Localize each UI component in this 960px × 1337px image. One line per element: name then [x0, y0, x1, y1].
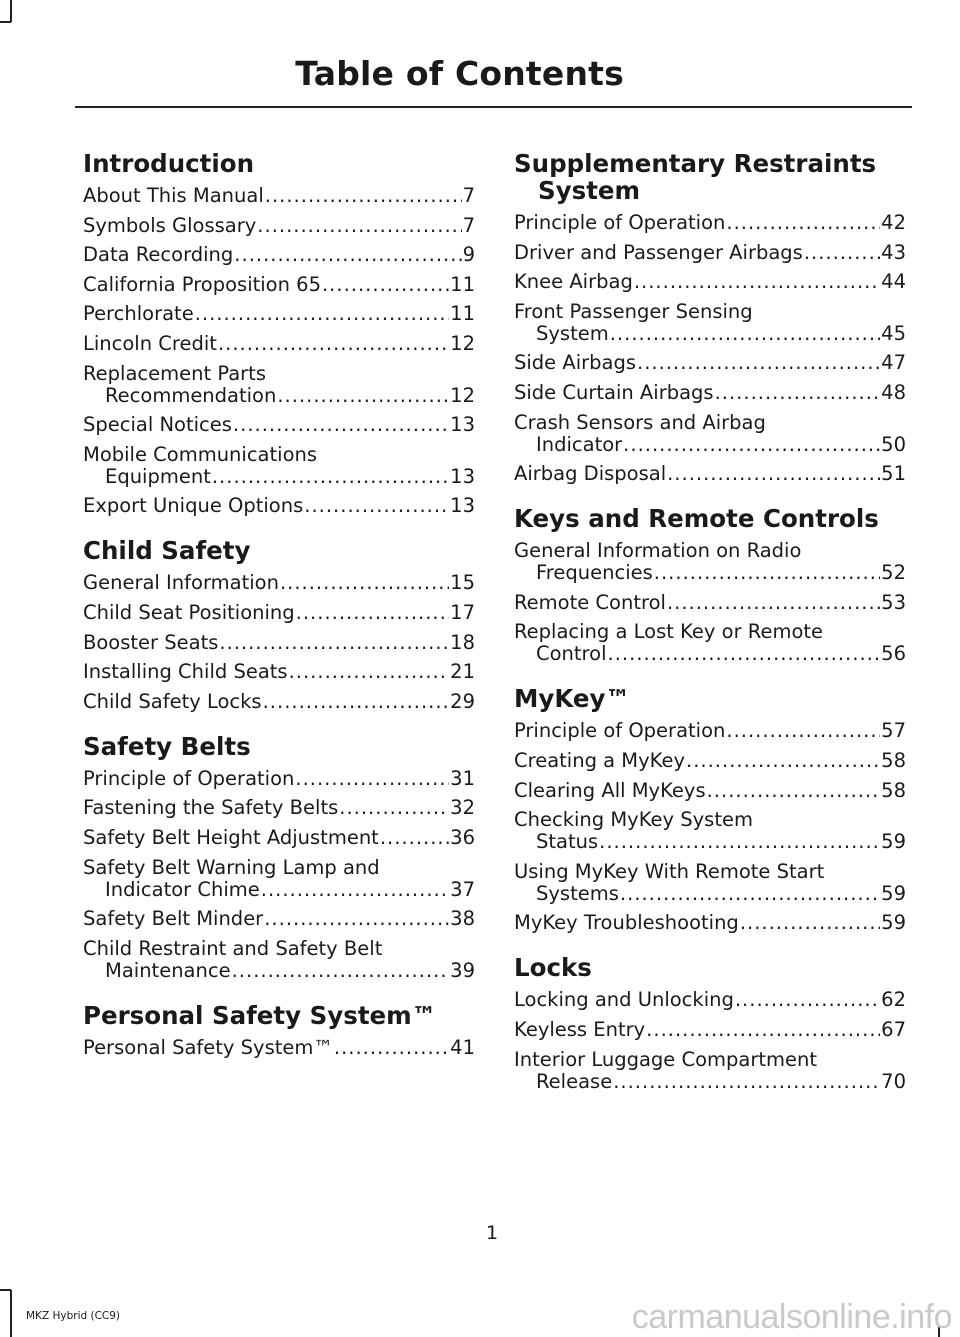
- title-divider: [75, 106, 912, 108]
- entry-page-number: 53: [881, 590, 906, 614]
- entry-label: Child Seat Positioning: [83, 600, 295, 624]
- toc-entry[interactable]: [83, 661, 475, 683]
- crop-mark-top-left-horizontal: [0, 21, 11, 23]
- entry-label-line: Child Restraint and Safety Belt: [83, 936, 383, 960]
- dot-leader: [686, 750, 880, 772]
- toc-entry[interactable]: [514, 1019, 906, 1041]
- entry-label: Indicator: [536, 432, 623, 456]
- toc-entry[interactable]: [83, 333, 475, 355]
- entry-label: Systems: [536, 881, 619, 905]
- dot-leader: [715, 382, 881, 404]
- entry-label: MyKey Troubleshooting: [514, 911, 739, 935]
- toc-section: [514, 505, 906, 665]
- entry-label: Child Safety Locks: [83, 689, 262, 713]
- toc-entry[interactable]: [514, 861, 906, 905]
- toc-entry[interactable]: [83, 602, 475, 624]
- entry-label: Status: [536, 830, 599, 854]
- dot-leader: [289, 661, 450, 683]
- toc-section: [83, 537, 475, 712]
- toc-entry[interactable]: [83, 827, 475, 849]
- dot-leader: [726, 720, 880, 742]
- entry-page-number: 29: [450, 689, 475, 713]
- dot-leader: [304, 495, 449, 517]
- entry-page-number: 58: [881, 778, 906, 802]
- entry-page-number: 12: [450, 383, 475, 407]
- entry-page-number: 38: [450, 907, 475, 931]
- toc-entry[interactable]: [83, 444, 475, 488]
- entry-page-number: 41: [450, 1035, 475, 1059]
- entry-label: Driver and Passenger Airbags: [514, 240, 803, 264]
- toc-left-column: [83, 150, 475, 1079]
- dot-leader: [804, 242, 880, 264]
- section-title: Safety Belts: [83, 731, 251, 761]
- toc-section: [514, 954, 906, 1092]
- footer-model: MKZ Hybrid (CC9): [26, 1310, 121, 1322]
- dot-leader: [599, 831, 880, 853]
- entry-label-line: Replacement Parts: [83, 361, 266, 385]
- entry-label: Keyless Entry: [514, 1017, 646, 1041]
- entry-label-line: Interior Luggage Compartment: [514, 1047, 818, 1071]
- dot-leader: [219, 632, 449, 654]
- toc-entry[interactable]: [83, 363, 475, 407]
- toc-section: [83, 1002, 475, 1059]
- entry-label-line: Using MyKey With Remote Start: [514, 859, 825, 883]
- entry-label: Principle of Operation: [83, 766, 295, 790]
- toc-entry[interactable]: [83, 768, 475, 790]
- dot-leader: [265, 185, 462, 207]
- toc-entry[interactable]: [514, 592, 906, 614]
- dot-leader: [623, 434, 880, 456]
- toc-entry[interactable]: [83, 908, 475, 930]
- page-title: Table of Contents: [295, 54, 624, 93]
- entry-page-number: 52: [881, 561, 906, 585]
- dot-leader: [726, 212, 880, 234]
- entry-label: Export Unique Options: [83, 494, 304, 518]
- entry-label: Frequencies: [536, 561, 653, 585]
- toc-entry[interactable]: [514, 720, 906, 742]
- section-title: Locks: [514, 953, 592, 983]
- entry-label: Symbols Glossary: [83, 213, 257, 237]
- entry-page-number: 37: [450, 877, 475, 901]
- dot-leader: [380, 827, 449, 849]
- dot-leader: [707, 780, 881, 802]
- entry-label: Locking and Unlocking: [514, 988, 734, 1012]
- entry-page-number: 43: [881, 240, 906, 264]
- toc-entry[interactable]: [83, 938, 475, 982]
- page-number: 1: [486, 1222, 499, 1244]
- dot-leader: [261, 879, 449, 901]
- entry-label: Release: [536, 1069, 613, 1093]
- entry-label: Lincoln Credit: [83, 331, 217, 355]
- entry-label-line: Replacing a Lost Key or Remote: [514, 620, 824, 644]
- entry-label: About This Manual: [83, 184, 264, 207]
- dot-leader: [257, 215, 461, 237]
- section-title: MyKey™: [514, 684, 630, 714]
- dot-leader: [613, 1071, 880, 1093]
- dot-leader: [212, 466, 449, 488]
- dot-leader: [334, 1037, 449, 1059]
- dot-leader: [610, 323, 880, 345]
- section-title: Child Safety: [83, 536, 251, 566]
- entry-label: General Information: [83, 571, 279, 595]
- entry-label: Fastening the Safety Belts: [83, 796, 339, 820]
- entry-label-line: Mobile Communications: [83, 442, 318, 466]
- entry-page-number: 57: [881, 719, 906, 743]
- entry-label: Safety Belt Height Adjustment: [83, 825, 379, 849]
- toc-entry[interactable]: [514, 382, 906, 404]
- entry-page-number: 62: [881, 988, 906, 1012]
- entry-label: Creating a MyKey: [514, 748, 686, 772]
- entry-label: Remote Control: [514, 590, 666, 614]
- entry-label: Principle of Operation: [514, 719, 726, 743]
- entry-page-number: 11: [450, 302, 475, 326]
- toc-entry[interactable]: [83, 797, 475, 819]
- toc-entry[interactable]: [83, 414, 475, 436]
- dot-leader: [296, 602, 450, 624]
- entry-label: Booster Seats: [83, 630, 219, 654]
- entry-label: Equipment: [105, 464, 211, 488]
- entry-page-number: 21: [450, 660, 475, 684]
- dot-leader: [608, 643, 881, 665]
- entry-label: Maintenance: [105, 958, 231, 982]
- entry-label: Principle of Operation: [514, 211, 726, 234]
- toc-entry[interactable]: [514, 301, 906, 345]
- dot-leader: [322, 274, 449, 296]
- entry-page-number: 48: [881, 380, 906, 404]
- dot-leader: [667, 592, 880, 614]
- toc-section: [83, 733, 475, 982]
- entry-page-number: 13: [450, 494, 475, 518]
- section-title: Personal Safety System™: [83, 1000, 437, 1030]
- crop-mark-bottom-left-vertical: [10, 1290, 12, 1337]
- toc-right-column: [514, 150, 906, 1113]
- toc-entry[interactable]: [83, 303, 475, 325]
- dot-leader: [195, 303, 449, 325]
- entry-label: Control: [536, 642, 607, 666]
- dot-leader: [280, 572, 449, 594]
- entry-page-number: 7: [462, 213, 475, 237]
- entry-page-number: 45: [881, 321, 906, 345]
- entry-label: Indicator Chime: [105, 877, 260, 901]
- entry-page-number: 9: [462, 243, 475, 267]
- entry-label: Special Notices: [83, 413, 232, 437]
- toc-entry[interactable]: [83, 244, 475, 266]
- entry-page-number: 13: [450, 464, 475, 488]
- crop-mark-top-left-vertical: [10, 0, 12, 22]
- entry-page-number: 15: [450, 571, 475, 595]
- dot-leader: [735, 989, 880, 1011]
- toc-entry[interactable]: [83, 691, 475, 713]
- toc-section: [514, 685, 906, 934]
- entry-page-number: 11: [450, 272, 475, 296]
- dot-leader: [232, 960, 450, 982]
- toc-entry[interactable]: [514, 242, 906, 264]
- entry-page-number: 13: [450, 413, 475, 437]
- dot-leader: [277, 385, 449, 407]
- entry-page-number: 42: [881, 211, 906, 234]
- entry-label: Perchlorate: [83, 302, 194, 326]
- entry-page-number: 51: [881, 462, 906, 486]
- entry-page-number: 58: [881, 748, 906, 772]
- entry-page-number: 39: [450, 958, 475, 982]
- entry-label-line: Safety Belt Warning Lamp and: [83, 855, 380, 879]
- entry-page-number: 7: [462, 184, 475, 207]
- dot-leader: [264, 908, 449, 930]
- entry-label: Safety Belt Minder: [83, 907, 264, 931]
- dot-leader: [740, 912, 880, 934]
- dot-leader: [234, 244, 461, 266]
- entry-page-number: 32: [450, 796, 475, 820]
- entry-page-number: 59: [881, 881, 906, 905]
- dot-leader: [233, 414, 449, 436]
- toc-entry[interactable]: [514, 463, 906, 485]
- entry-page-number: 70: [881, 1069, 906, 1093]
- toc-entry[interactable]: [514, 352, 906, 374]
- entry-label: System: [536, 321, 609, 345]
- toc-entry[interactable]: [514, 412, 906, 456]
- entry-page-number: 56: [881, 642, 906, 666]
- entry-label-line: Checking MyKey System: [514, 808, 753, 832]
- toc-entry[interactable]: [514, 750, 906, 772]
- section-title: Introduction: [83, 149, 255, 178]
- dot-leader: [634, 271, 880, 293]
- toc-entry[interactable]: [83, 274, 475, 296]
- toc-entry[interactable]: [514, 809, 906, 853]
- entry-page-number: 59: [881, 911, 906, 935]
- toc-entry[interactable]: [83, 185, 475, 207]
- toc-entry[interactable]: [83, 632, 475, 654]
- entry-label: Installing Child Seats: [83, 660, 288, 684]
- section-title: Supplementary Restraints System: [514, 149, 877, 205]
- entry-label: California Proposition 65: [83, 272, 321, 296]
- toc-entry[interactable]: [514, 212, 906, 234]
- dot-leader: [263, 691, 450, 713]
- toc-entry[interactable]: [514, 1049, 906, 1093]
- dot-leader: [295, 768, 449, 790]
- entry-label-line: General Information on Radio: [514, 539, 802, 563]
- entry-page-number: 17: [450, 600, 475, 624]
- entry-label: Clearing All MyKeys: [514, 778, 706, 802]
- toc-entry[interactable]: [514, 912, 906, 934]
- dot-leader: [339, 797, 449, 819]
- dot-leader: [620, 883, 880, 905]
- toc-section: [83, 150, 475, 517]
- entry-label: Airbag Disposal: [514, 462, 667, 486]
- entry-label: Recommendation: [105, 383, 277, 407]
- toc-entry[interactable]: [83, 495, 475, 517]
- toc-entry[interactable]: [83, 1037, 475, 1059]
- toc-entry[interactable]: [514, 540, 906, 584]
- toc-entry[interactable]: [514, 989, 906, 1011]
- entry-label-line: Crash Sensors and Airbag: [514, 410, 766, 434]
- toc-entry[interactable]: [83, 572, 475, 594]
- dot-leader: [667, 463, 880, 485]
- dot-leader: [654, 562, 880, 584]
- entry-label: Personal Safety System™: [83, 1035, 333, 1059]
- dot-leader: [218, 333, 449, 355]
- toc-entry[interactable]: [514, 621, 906, 665]
- toc-section: [514, 150, 906, 485]
- entry-page-number: 44: [881, 270, 906, 294]
- crop-mark-bottom-left-horizontal: [0, 1289, 11, 1291]
- toc-entry[interactable]: [83, 215, 475, 237]
- entry-label: Side Airbags: [514, 351, 637, 375]
- dot-leader: [637, 352, 880, 374]
- watermark: carmanualsonline.info: [631, 1298, 952, 1336]
- entry-page-number: 18: [450, 630, 475, 654]
- entry-page-number: 47: [881, 351, 906, 375]
- section-title: Keys and Remote Controls: [514, 504, 879, 534]
- toc-entry[interactable]: [83, 857, 475, 901]
- entry-page-number: 31: [450, 766, 475, 790]
- entry-page-number: 67: [881, 1017, 906, 1041]
- entry-label: Data Recording: [83, 243, 234, 267]
- entry-page-number: 36: [450, 825, 475, 849]
- toc-entry[interactable]: [514, 271, 906, 293]
- entry-page-number: 59: [881, 830, 906, 854]
- dot-leader: [646, 1019, 880, 1041]
- toc-entry[interactable]: [514, 780, 906, 802]
- entry-page-number: 50: [881, 432, 906, 456]
- entry-page-number: 12: [450, 331, 475, 355]
- entry-label: Side Curtain Airbags: [514, 380, 714, 404]
- entry-label: Knee Airbag: [514, 270, 633, 294]
- entry-label-line: Front Passenger Sensing: [514, 299, 753, 323]
